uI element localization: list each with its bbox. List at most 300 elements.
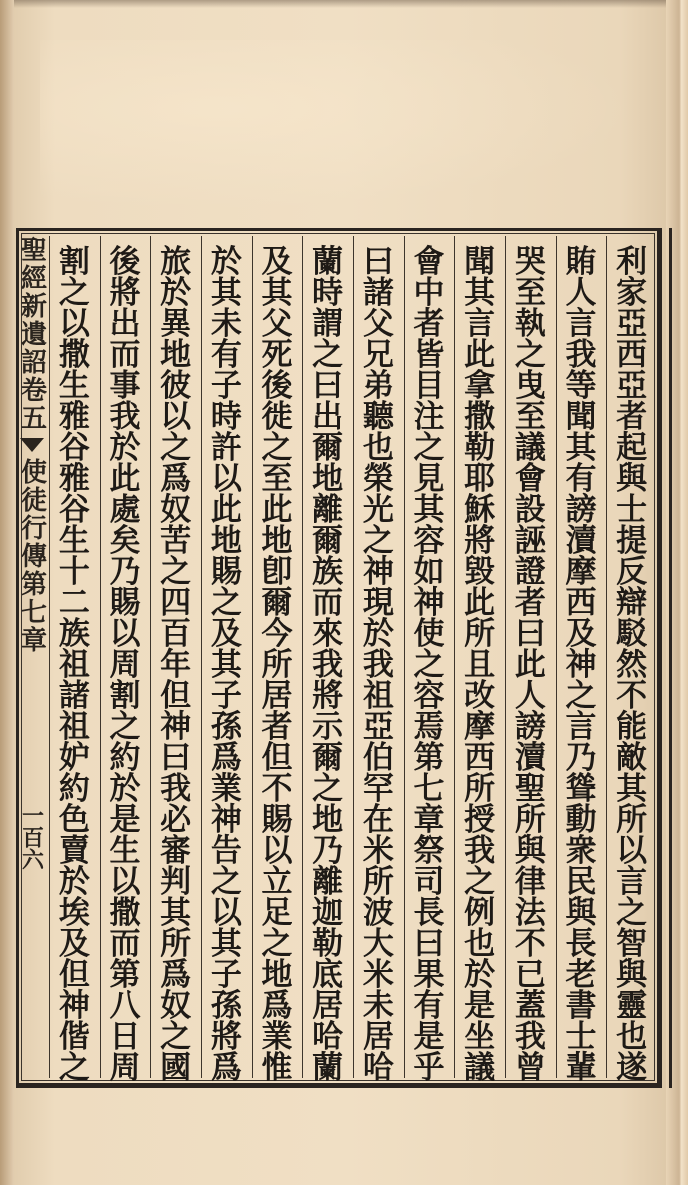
character: 賜	[210, 554, 242, 590]
character: 將	[109, 275, 141, 311]
character: 以	[261, 833, 293, 869]
character: 之	[616, 895, 648, 931]
character: 之	[160, 554, 192, 590]
character: 告	[210, 833, 242, 869]
character: 弟	[362, 368, 394, 404]
character: 以	[210, 895, 242, 931]
character: 與	[514, 833, 546, 869]
character: 是	[413, 1019, 445, 1055]
character: 改	[464, 678, 496, 714]
character: 毀	[464, 554, 496, 590]
character: 辯	[616, 585, 648, 621]
character: 駁	[616, 616, 648, 652]
character: 有	[565, 461, 597, 497]
character: 之	[160, 430, 192, 466]
character: 至	[514, 399, 546, 435]
character: 及	[261, 244, 293, 280]
character: 地	[210, 523, 242, 559]
character: 出	[109, 306, 141, 342]
character: 靈	[616, 988, 648, 1024]
character: 者	[413, 306, 445, 342]
character: 約	[58, 771, 90, 807]
character: 旅	[160, 244, 192, 280]
character: 年	[160, 647, 192, 683]
character: 此	[464, 585, 496, 621]
character: 果	[413, 957, 445, 993]
character: 而	[109, 337, 141, 373]
character: 祖	[362, 678, 394, 714]
character: 而	[312, 585, 344, 621]
character: 之	[413, 430, 445, 466]
character: 利	[616, 244, 648, 280]
character: 撒	[464, 399, 496, 435]
character: 族	[58, 616, 90, 652]
character: 以	[109, 616, 141, 652]
character: 爲	[261, 988, 293, 1024]
text-column	[201, 244, 252, 1086]
character: 以	[210, 461, 242, 497]
character: 以	[58, 306, 90, 342]
character: 瀆	[565, 523, 597, 559]
character: 例	[464, 895, 496, 931]
character: 所	[362, 864, 394, 900]
character: 神	[210, 802, 242, 838]
character: 其	[210, 926, 242, 962]
character: 等	[565, 368, 597, 404]
character: 焉	[413, 709, 445, 745]
character: 祭	[413, 833, 445, 869]
character: 此	[261, 492, 293, 528]
character: 我	[464, 833, 496, 869]
character: 人	[565, 275, 597, 311]
character: 雅	[58, 461, 90, 497]
character: 者	[261, 709, 293, 745]
character: 如	[413, 554, 445, 590]
character: 審	[160, 833, 192, 869]
character: 將	[464, 523, 496, 559]
character: 生	[58, 523, 90, 559]
character: 死	[261, 337, 293, 373]
character: 以	[109, 864, 141, 900]
character: 曰	[160, 740, 192, 776]
character: 地	[261, 523, 293, 559]
character: 國	[160, 1050, 192, 1086]
character: 曰	[312, 368, 344, 404]
character: 異	[160, 306, 192, 342]
character: 居	[261, 678, 293, 714]
character: 約	[109, 740, 141, 776]
character: 未	[210, 306, 242, 342]
character: 蘭	[312, 1050, 344, 1086]
text-column	[252, 244, 303, 1086]
character: 地	[312, 802, 344, 838]
character: 其	[210, 647, 242, 683]
character: 其	[464, 275, 496, 311]
next-page-edge	[669, 228, 680, 1088]
character: 四	[160, 585, 192, 621]
character: 爾	[312, 430, 344, 466]
character: 兄	[362, 337, 394, 373]
character: 見	[413, 461, 445, 497]
character: 律	[514, 864, 546, 900]
character: 我	[109, 399, 141, 435]
character: 時	[312, 275, 344, 311]
text-column	[353, 244, 404, 1086]
character: 曰	[413, 926, 445, 962]
character: 於	[109, 430, 141, 466]
character: 所	[616, 802, 648, 838]
character: 以	[160, 399, 192, 435]
character: 其	[413, 492, 445, 528]
character: 是	[109, 802, 141, 838]
character: 乃	[109, 554, 141, 590]
character: 議	[464, 1050, 496, 1086]
spine-section: 使徒行傳第七章	[16, 458, 47, 654]
character: 神	[58, 988, 90, 1024]
character: 地	[261, 957, 293, 993]
character: 曾	[514, 1050, 546, 1086]
character: 伯	[362, 740, 394, 776]
character: 爲	[160, 957, 192, 993]
character: 穌	[464, 492, 496, 528]
character: 所	[464, 616, 496, 652]
character: 賣	[58, 833, 90, 869]
character: 且	[464, 647, 496, 683]
character: 之	[261, 926, 293, 962]
character: 神	[160, 709, 192, 745]
character: 人	[514, 678, 546, 714]
character: 有	[413, 988, 445, 1024]
character: 於	[362, 616, 394, 652]
character: 而	[109, 926, 141, 962]
character: 其	[565, 430, 597, 466]
character: 後	[261, 368, 293, 404]
character: 言	[565, 306, 597, 342]
character: 爲	[160, 461, 192, 497]
character: 偕	[58, 1019, 90, 1055]
character: 乃	[565, 740, 597, 776]
character: 聳	[565, 771, 597, 807]
character: 之	[58, 275, 90, 311]
character: 第	[413, 740, 445, 776]
character: 之	[464, 864, 496, 900]
character: 罕	[362, 771, 394, 807]
character: 民	[565, 864, 597, 900]
character: 現	[362, 585, 394, 621]
character: 將	[210, 1019, 242, 1055]
character: 在	[362, 802, 394, 838]
character: 爲	[210, 1050, 242, 1086]
character: 家	[616, 275, 648, 311]
character: 謗	[565, 492, 597, 528]
character: 未	[362, 988, 394, 1024]
character: 瀆	[514, 740, 546, 776]
character: 出	[312, 399, 344, 435]
text-column	[556, 244, 607, 1086]
character: 之	[413, 647, 445, 683]
character: 矣	[109, 523, 141, 559]
character: 皆	[413, 337, 445, 373]
text-column	[454, 244, 505, 1086]
character: 與	[616, 957, 648, 993]
character: 議	[514, 430, 546, 466]
character: 是	[464, 988, 496, 1024]
character: 於	[464, 957, 496, 993]
character: 摩	[464, 709, 496, 745]
character: 必	[160, 802, 192, 838]
character: 長	[565, 926, 597, 962]
character: 諸	[362, 275, 394, 311]
character: 子	[210, 957, 242, 993]
character: 許	[210, 430, 242, 466]
character: 但	[261, 740, 293, 776]
character: 至	[261, 461, 293, 497]
character: 證	[514, 554, 546, 590]
character: 妒	[58, 740, 90, 776]
character: 子	[210, 368, 242, 404]
character: 八	[109, 988, 141, 1024]
character: 諸	[58, 678, 90, 714]
character: 所	[261, 647, 293, 683]
character: 賜	[261, 802, 293, 838]
character: 士	[616, 492, 648, 528]
character: 至	[514, 275, 546, 311]
character: 足	[261, 895, 293, 931]
character: 地	[160, 337, 192, 373]
character: 聖	[514, 771, 546, 807]
character: 判	[160, 864, 192, 900]
character: 割	[58, 244, 90, 280]
text-frame	[16, 228, 662, 1088]
character: 日	[109, 1019, 141, 1055]
character: 使	[413, 616, 445, 652]
character: 拿	[464, 368, 496, 404]
character: 之	[210, 864, 242, 900]
character: 反	[616, 554, 648, 590]
character: 百	[160, 616, 192, 652]
character: 今	[261, 616, 293, 652]
character: 周	[109, 1050, 141, 1086]
character: 徙	[261, 399, 293, 435]
character: 勒	[312, 926, 344, 962]
text-column	[302, 244, 353, 1086]
character: 居	[362, 1019, 394, 1055]
top-shadow	[0, 0, 688, 8]
character: 米	[362, 833, 394, 869]
character: 聞	[464, 244, 496, 280]
character: 之	[58, 1050, 90, 1086]
character: 授	[464, 802, 496, 838]
character: 居	[312, 988, 344, 1024]
character: 會	[514, 461, 546, 497]
character: 生	[58, 368, 90, 404]
character: 西	[616, 337, 648, 373]
character: 聞	[565, 399, 597, 435]
spine-page-number: 一百六	[18, 804, 45, 870]
character: 容	[413, 678, 445, 714]
character: 也	[464, 926, 496, 962]
character: 後	[109, 244, 141, 280]
character: 不	[616, 678, 648, 714]
character: 摩	[565, 554, 597, 590]
character: 與	[616, 461, 648, 497]
character: 曰	[362, 244, 394, 280]
character: 色	[58, 802, 90, 838]
text-column	[49, 244, 100, 1086]
character: 聽	[362, 399, 394, 435]
character: 者	[616, 399, 648, 435]
character: 時	[210, 399, 242, 435]
character: 敵	[616, 740, 648, 776]
character: 設	[514, 492, 546, 528]
character: 榮	[362, 461, 394, 497]
character: 其	[210, 275, 242, 311]
character: 者	[514, 585, 546, 621]
character: 有	[210, 337, 242, 373]
character: 賜	[109, 585, 141, 621]
character: 以	[616, 833, 648, 869]
character: 立	[261, 864, 293, 900]
character: 中	[413, 275, 445, 311]
character: 智	[616, 926, 648, 962]
character: 賄	[565, 244, 597, 280]
character: 曰	[514, 616, 546, 652]
character: 此	[464, 337, 496, 373]
paper-stain	[40, 40, 640, 210]
character: 業	[261, 1019, 293, 1055]
character: 會	[413, 244, 445, 280]
text-column	[404, 244, 455, 1086]
character: 此	[210, 492, 242, 528]
character: 之	[210, 585, 242, 621]
character: 離	[312, 864, 344, 900]
character: 惟	[261, 1050, 293, 1086]
character: 我	[160, 771, 192, 807]
character: 祖	[58, 709, 90, 745]
character: 之	[109, 709, 141, 745]
character: 西	[464, 740, 496, 776]
character: 所	[160, 926, 192, 962]
character: 目	[413, 368, 445, 404]
character: 遂	[616, 1050, 648, 1086]
character: 於	[58, 864, 90, 900]
character: 言	[616, 864, 648, 900]
character: 十	[58, 554, 90, 590]
text-column	[100, 244, 151, 1086]
text-column	[505, 244, 556, 1086]
character: 此	[109, 461, 141, 497]
character: 撒	[58, 337, 90, 373]
character: 我	[312, 647, 344, 683]
character: 父	[261, 306, 293, 342]
character: 司	[413, 864, 445, 900]
spine-title: 聖經新遺詔卷五	[16, 236, 47, 432]
character: 大	[362, 926, 394, 962]
character: 卽	[261, 554, 293, 590]
character: 谷	[58, 430, 90, 466]
text-column	[150, 244, 201, 1086]
character: 誣	[514, 523, 546, 559]
character: 及	[58, 926, 90, 962]
character: 於	[210, 244, 242, 280]
character: 離	[312, 492, 344, 528]
character: 之	[565, 678, 597, 714]
character: 波	[362, 895, 394, 931]
character: 乎	[413, 1050, 445, 1086]
character: 其	[160, 895, 192, 931]
character: 之	[312, 771, 344, 807]
character: 孫	[210, 709, 242, 745]
character: 此	[514, 647, 546, 683]
character: 爾	[261, 585, 293, 621]
character: 地	[312, 461, 344, 497]
character: 章	[413, 802, 445, 838]
character: 爲	[210, 740, 242, 776]
character: 我	[565, 337, 597, 373]
character: 底	[312, 957, 344, 993]
character: 神	[413, 585, 445, 621]
character: 但	[160, 678, 192, 714]
character: 所	[514, 802, 546, 838]
character: 祖	[58, 647, 90, 683]
character: 孫	[210, 988, 242, 1024]
character: 能	[616, 709, 648, 745]
character: 埃	[58, 895, 90, 931]
character: 子	[210, 678, 242, 714]
character: 及	[565, 616, 597, 652]
character: 將	[312, 678, 344, 714]
character: 言	[464, 306, 496, 342]
character: 動	[565, 802, 597, 838]
character: 於	[109, 771, 141, 807]
character: 言	[565, 709, 597, 745]
character: 谷	[58, 492, 90, 528]
character: 其	[616, 771, 648, 807]
character: 業	[210, 771, 242, 807]
character: 事	[109, 368, 141, 404]
character: 迦	[312, 895, 344, 931]
character: 提	[616, 523, 648, 559]
character: 但	[58, 957, 90, 993]
character: 亞	[616, 306, 648, 342]
character: 勒	[464, 430, 496, 466]
character: 爾	[312, 523, 344, 559]
character: 注	[413, 399, 445, 435]
character: 已	[514, 957, 546, 993]
character: 撒	[109, 895, 141, 931]
character: 示	[312, 709, 344, 745]
character: 割	[109, 678, 141, 714]
character: 其	[261, 275, 293, 311]
character: 雅	[58, 399, 90, 435]
character: 七	[413, 771, 445, 807]
character: 法	[514, 895, 546, 931]
character: 苦	[160, 523, 192, 559]
character: 亞	[616, 368, 648, 404]
block-spine	[18, 236, 46, 1081]
character: 曳	[514, 368, 546, 404]
character: 與	[565, 895, 597, 931]
character: 不	[514, 926, 546, 962]
character: 周	[109, 647, 141, 683]
character: 起	[616, 430, 648, 466]
character: 來	[312, 616, 344, 652]
character: 謂	[312, 306, 344, 342]
character: 執	[514, 306, 546, 342]
character: 二	[58, 585, 90, 621]
character: 哈	[362, 1050, 394, 1086]
character: 我	[362, 647, 394, 683]
